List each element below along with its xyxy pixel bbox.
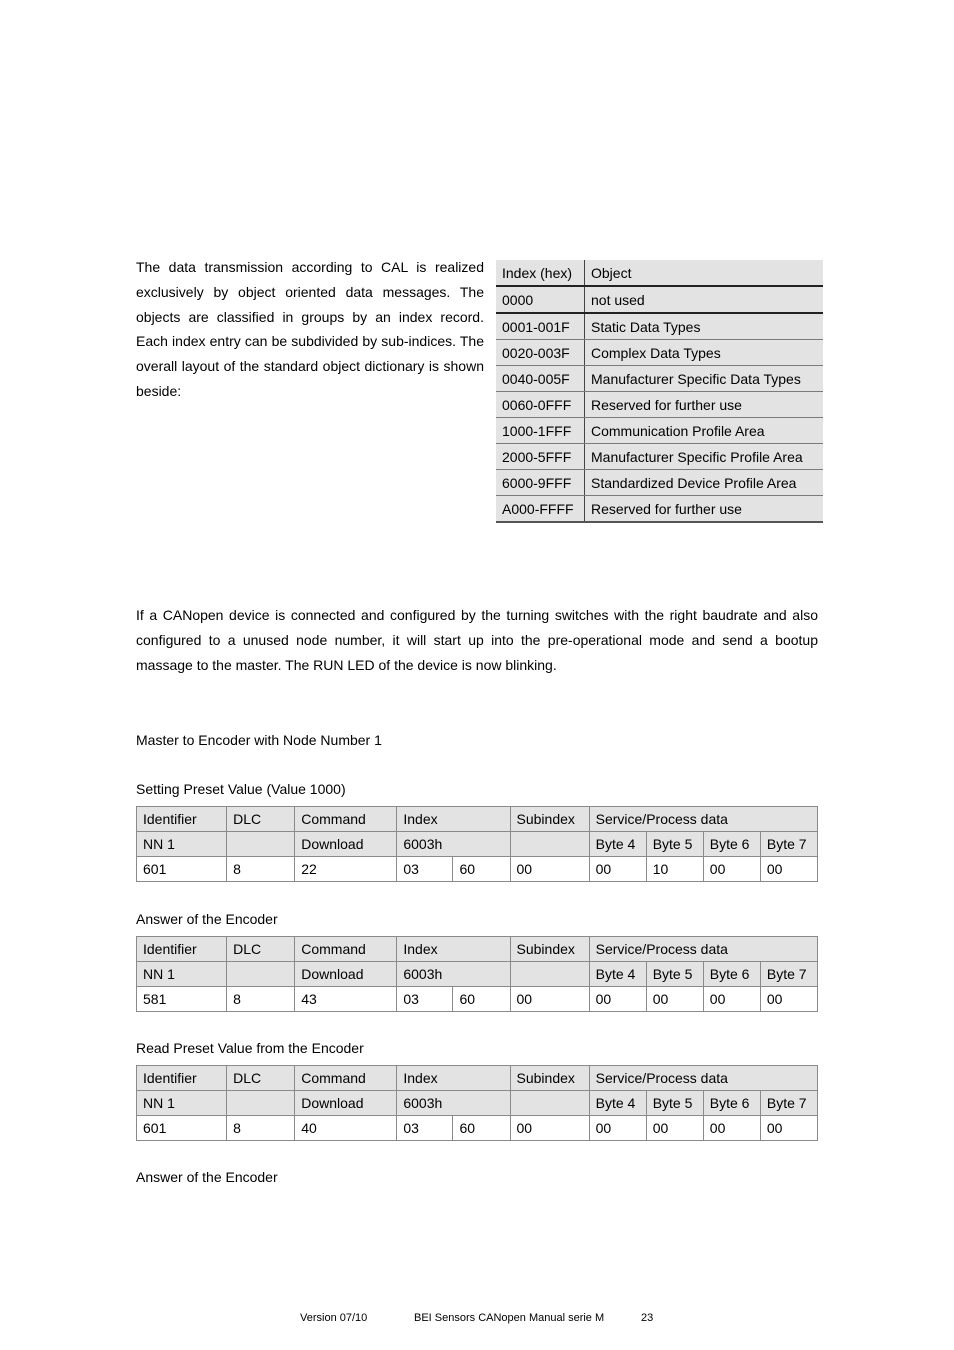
subindex-header: Subindex <box>510 807 589 832</box>
index-header: Index <box>397 1066 510 1091</box>
value-cell: 00 <box>589 1116 646 1141</box>
command-cell: Download <box>295 832 397 857</box>
node-number-cell: NN 1 <box>137 832 227 857</box>
index-cell: 6003h <box>397 1091 510 1116</box>
value-cell: 00 <box>510 1116 589 1141</box>
table-row <box>137 1116 818 1141</box>
value-cell: 8 <box>227 1116 295 1141</box>
subindex-header: Subindex <box>510 937 589 962</box>
value-cell: 581 <box>137 987 227 1012</box>
table-row <box>137 962 818 987</box>
value-cell: 8 <box>227 857 295 882</box>
final-caption: Answer of the Encoder <box>136 1169 278 1185</box>
value-cell: 40 <box>295 1116 397 1141</box>
index-cell: 6003h <box>397 962 510 987</box>
object-cell: not used <box>585 286 824 313</box>
table-row <box>496 313 823 340</box>
identifier-header: Identifier <box>137 807 227 832</box>
message-caption: Setting Preset Value (Value 1000) <box>136 781 346 797</box>
value-cell: 00 <box>703 1116 760 1141</box>
value-cell: 601 <box>137 1116 227 1141</box>
header-cell: Index (hex) <box>496 260 585 286</box>
object-cell: Manufacturer Specific Profile Area <box>585 444 824 470</box>
index-cell: 6003h <box>397 832 510 857</box>
object-cell: Static Data Types <box>585 313 824 340</box>
index-cell: A000-FFFF <box>496 496 585 523</box>
index-cell: 0000 <box>496 286 585 313</box>
command-header: Command <box>295 1066 397 1091</box>
byte-header: Byte 6 <box>703 962 760 987</box>
value-cell: 00 <box>760 857 817 882</box>
value-cell: 00 <box>589 857 646 882</box>
object-cell: Complex Data Types <box>585 340 824 366</box>
table-row <box>496 496 823 523</box>
empty-cell <box>510 1091 589 1116</box>
index-header: Index <box>397 807 510 832</box>
value-cell: 03 <box>397 857 453 882</box>
object-cell: Standardized Device Profile Area <box>585 470 824 496</box>
subindex-header: Subindex <box>510 1066 589 1091</box>
command-header: Command <box>295 807 397 832</box>
footer-version: Version 07/10 <box>300 1312 368 1324</box>
index-cell: 0040-005F <box>496 366 585 392</box>
value-cell: 8 <box>227 987 295 1012</box>
empty-cell <box>227 832 295 857</box>
footer-title: BEI Sensors CANopen Manual serie M <box>414 1312 605 1324</box>
value-cell: 22 <box>295 857 397 882</box>
value-cell: 03 <box>397 987 453 1012</box>
table-row <box>137 937 818 962</box>
object-dictionary-table <box>496 260 823 523</box>
byte-header: Byte 7 <box>760 962 817 987</box>
index-cell: 6000-9FFF <box>496 470 585 496</box>
index-cell: 2000-5FFF <box>496 444 585 470</box>
empty-cell <box>510 832 589 857</box>
can-message-table <box>136 806 818 882</box>
table-row <box>496 366 823 392</box>
empty-cell <box>227 1091 295 1116</box>
byte-header: Byte 7 <box>760 1091 817 1116</box>
node-number-cell: NN 1 <box>137 1091 227 1116</box>
value-cell: 00 <box>703 857 760 882</box>
identifier-header: Identifier <box>137 1066 227 1091</box>
table-row <box>137 1091 818 1116</box>
byte-header: Byte 4 <box>589 832 646 857</box>
table-row <box>496 444 823 470</box>
intro-paragraph: The data transmission according to CAL is realized exclusively by object oriented data messages. The objects are classified in groups by an index record. Each index entry can be subdivided by sub-indices. The overall layout of the standard object dictionary is shown beside: <box>136 259 484 399</box>
dlc-header: DLC <box>227 937 295 962</box>
can-message-table <box>136 1065 818 1141</box>
bootup-paragraph: If a CANopen device is connected and configured by the turning switches with the right baudrate and also configured to a unused node number, it will start up into the pre-operational mode and send a bootup massage to the master. The RUN LED of the device is now blinking. <box>136 607 818 673</box>
service-data-header: Service/Process data <box>589 937 817 962</box>
byte-header: Byte 5 <box>646 962 703 987</box>
index-cell: 1000-1FFF <box>496 418 585 444</box>
message-caption: Read Preset Value from the Encoder <box>136 1040 364 1056</box>
object-cell: Reserved for further use <box>585 496 824 523</box>
table-row <box>496 340 823 366</box>
byte-header: Byte 6 <box>703 832 760 857</box>
table-row <box>137 832 818 857</box>
byte-header: Byte 4 <box>589 1091 646 1116</box>
value-cell: 00 <box>760 987 817 1012</box>
value-cell: 03 <box>397 1116 453 1141</box>
table-row <box>496 470 823 496</box>
table-header-row <box>496 260 823 286</box>
table-row <box>137 857 818 882</box>
value-cell: 60 <box>453 987 510 1012</box>
value-cell: 00 <box>510 987 589 1012</box>
empty-cell <box>510 962 589 987</box>
value-cell: 00 <box>760 1116 817 1141</box>
service-data-header: Service/Process data <box>589 807 817 832</box>
footer-page-number: 23 <box>641 1312 654 1324</box>
command-header: Command <box>295 937 397 962</box>
command-cell: Download <box>295 1091 397 1116</box>
node-number-cell: NN 1 <box>137 962 227 987</box>
byte-header: Byte 5 <box>646 832 703 857</box>
index-cell: 0020-003F <box>496 340 585 366</box>
value-cell: 601 <box>137 857 227 882</box>
table-row <box>496 392 823 418</box>
value-cell: 00 <box>589 987 646 1012</box>
dlc-header: DLC <box>227 807 295 832</box>
header-cell: Object <box>585 260 824 286</box>
value-cell: 43 <box>295 987 397 1012</box>
table-row <box>137 987 818 1012</box>
object-cell: Communication Profile Area <box>585 418 824 444</box>
identifier-header: Identifier <box>137 937 227 962</box>
table-row <box>137 1066 818 1091</box>
object-cell: Manufacturer Specific Data Types <box>585 366 824 392</box>
byte-header: Byte 7 <box>760 832 817 857</box>
index-cell: 0001-001F <box>496 313 585 340</box>
message-caption: Answer of the Encoder <box>136 911 278 927</box>
service-data-header: Service/Process data <box>589 1066 817 1091</box>
byte-header: Byte 4 <box>589 962 646 987</box>
can-message-table <box>136 936 818 1012</box>
value-cell: 00 <box>646 987 703 1012</box>
value-cell: 00 <box>703 987 760 1012</box>
table-row <box>496 418 823 444</box>
index-header: Index <box>397 937 510 962</box>
object-cell: Reserved for further use <box>585 392 824 418</box>
value-cell: 00 <box>646 1116 703 1141</box>
dlc-header: DLC <box>227 1066 295 1091</box>
index-cell: 0060-0FFF <box>496 392 585 418</box>
byte-header: Byte 5 <box>646 1091 703 1116</box>
table-row <box>137 807 818 832</box>
empty-cell <box>227 962 295 987</box>
value-cell: 60 <box>453 1116 510 1141</box>
value-cell: 00 <box>510 857 589 882</box>
value-cell: 60 <box>453 857 510 882</box>
command-cell: Download <box>295 962 397 987</box>
table-row <box>496 286 823 313</box>
value-cell: 10 <box>646 857 703 882</box>
byte-header: Byte 6 <box>703 1091 760 1116</box>
master-heading: Master to Encoder with Node Number 1 <box>136 732 382 748</box>
